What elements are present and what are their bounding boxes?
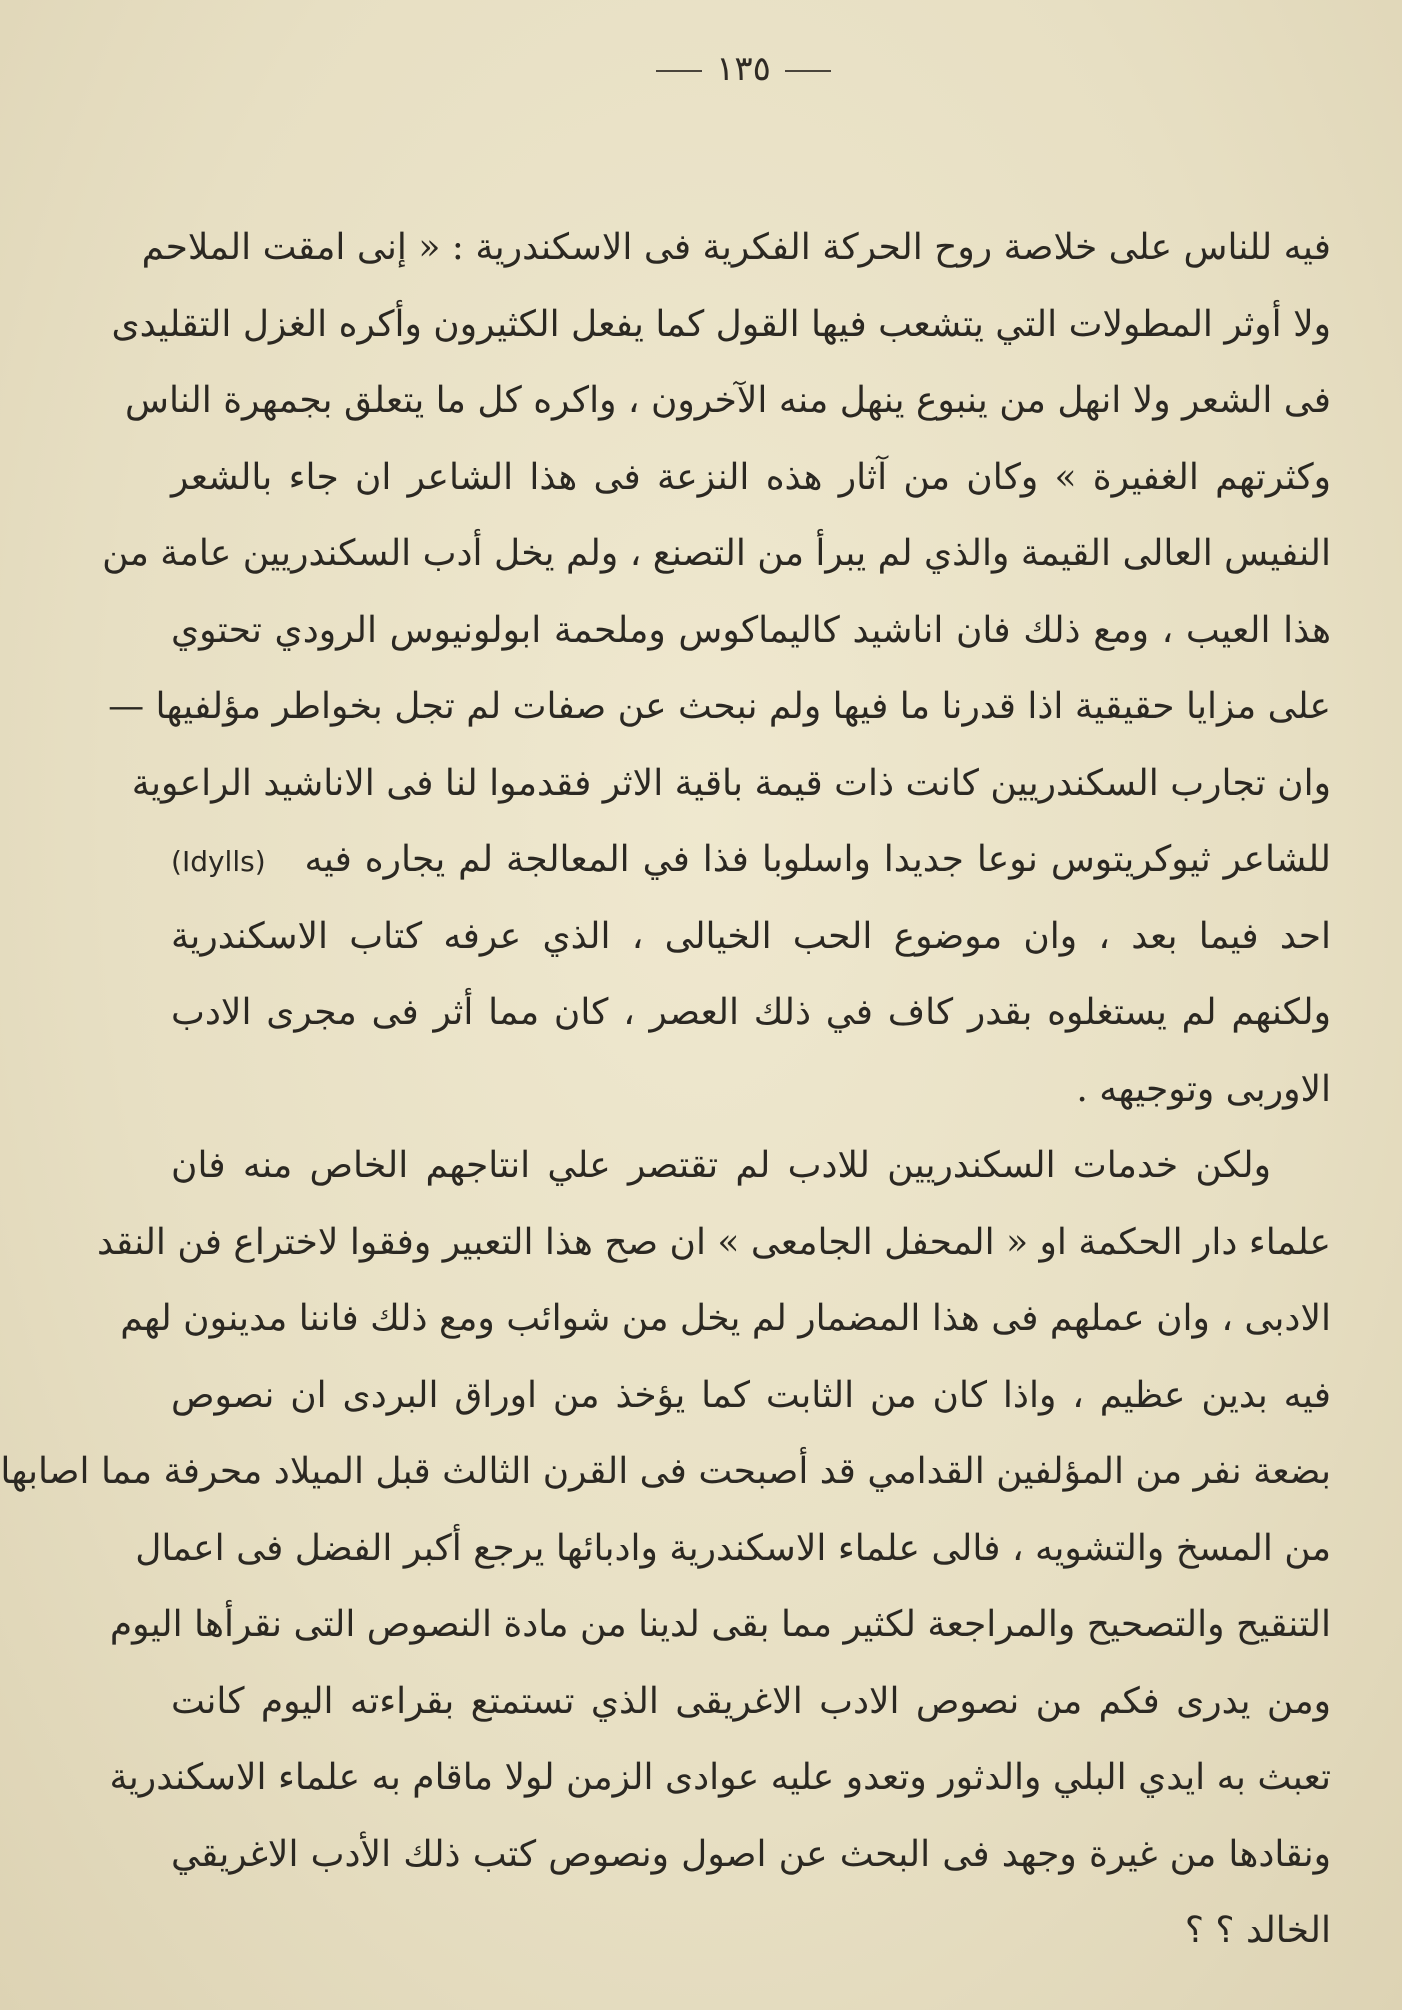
text-line: وكثرتهم الغفيرة » وكان من آثار هذه النزعة فى هذا الشاعر ان جاء بالشعر — [171, 456, 1331, 498]
text-line: من المسخ والتشويه ، فالى علماء الاسكندرية وادبائها يرجع أكبر الفضل فى اعمال — [135, 1527, 1331, 1569]
body-text — [0, 210, 1331, 1970]
text-line: ولا أوثر المطولات التي يتشعب فيها القول كما يفعل الكثيرون وأكره الغزل التقليدى — [111, 303, 1331, 345]
text-line: فى الشعر ولا انهل من ينبوع ينهل منه الآخرون ، واكره كل ما يتعلق بجمهرة الناس — [125, 380, 1331, 421]
page-number-value: ١٣٥ — [716, 49, 771, 89]
text-line: ومن يدرى فكم من نصوص الادب الاغريقى الذي تستمتع بقراءته اليوم كانت — [171, 1680, 1331, 1722]
page-number — [85, 44, 1402, 94]
text-line: فيه للناس على خلاصة روح الحركة الفكرية فى الاسكندرية : « إنى امقت الملاحم — [141, 227, 1331, 268]
text-line: الادبى ، وان عملهم فى هذا المضمار لم يخل من شوائب ومع ذلك فاننا مدينون لهم — [120, 1298, 1331, 1339]
latin-term-idylls: (Idylls) — [171, 845, 266, 878]
text-line: بضعة نفر من المؤلفين القدامي قد أصبحت فى القرن الثالث قبل الميلاد محرفة مما اصابها — [0, 1451, 1331, 1492]
text-line: النفيس العالى القيمة والذي لم يبرأ من التصنع ، ولم يخل أدب السكندريين عامة من — [102, 533, 1331, 574]
text-line-with-latin — [171, 822, 1331, 899]
text-line-paragraph-end: الاوربى وتوجيهه . — [1076, 1068, 1331, 1110]
text-line: تعبث به ايدي البلي والدثور وتعدو عليه عوادى الزمن لولا ماقام به علماء الاسكندرية — [109, 1757, 1331, 1798]
text-line-arabic: للشاعر ثيوكريتوس نوعا جديدا واسلوبا فذا في المعالجة لم يجاره فيه — [304, 839, 1331, 880]
text-line: على مزايا حقيقية اذا قدرنا ما فيها ولم نبحث عن صفات لم تجل بخواطر مؤلفيها — — [108, 686, 1331, 727]
text-line-paragraph-start: ولكن خدمات السكندريين للادب لم تقتصر علي انتاجهم الخاص منه فان — [171, 1145, 1271, 1186]
text-line: ونقادها من غيرة وجهد فى البحث عن اصول ونصوص كتب ذلك الأدب الاغريقي — [171, 1833, 1331, 1875]
text-line: احد فيما بعد ، وان موضوع الحب الخيالى ، الذي عرفه كتاب الاسكندرية — [171, 915, 1331, 957]
text-line: التنقيح والتصحيح والمراجعة لكثير مما بقى لدينا من مادة النصوص التى نقرأها اليوم — [109, 1604, 1331, 1645]
text-line-final: الخالد ؟ ؟ — [1184, 1910, 1331, 1951]
page-number-dash-right — [785, 70, 831, 72]
text-line: وان تجارب السكندريين كانت ذات قيمة باقية الاثر فقدموا لنا فى الاناشيد الراعوية — [131, 762, 1331, 804]
text-line: ولكنهم لم يستغلوه بقدر كاف في ذلك العصر ، كان مما أثر فى مجرى الادب — [171, 992, 1331, 1033]
text-line: علماء دار الحكمة او « المحفل الجامعى » ان صح هذا التعبير وفقوا لاختراع فن النقد — [96, 1221, 1331, 1263]
text-line: هذا العيب ، ومع ذلك فان اناشيد كاليماكوس وملحمة ابولونيوس الرودي تحتوي — [171, 609, 1331, 651]
text-line: فيه بدين عظيم ، واذا كان من الثابت كما يؤخذ من اوراق البردى ان نصوص — [171, 1374, 1331, 1416]
page-number-dash-left — [656, 70, 702, 72]
